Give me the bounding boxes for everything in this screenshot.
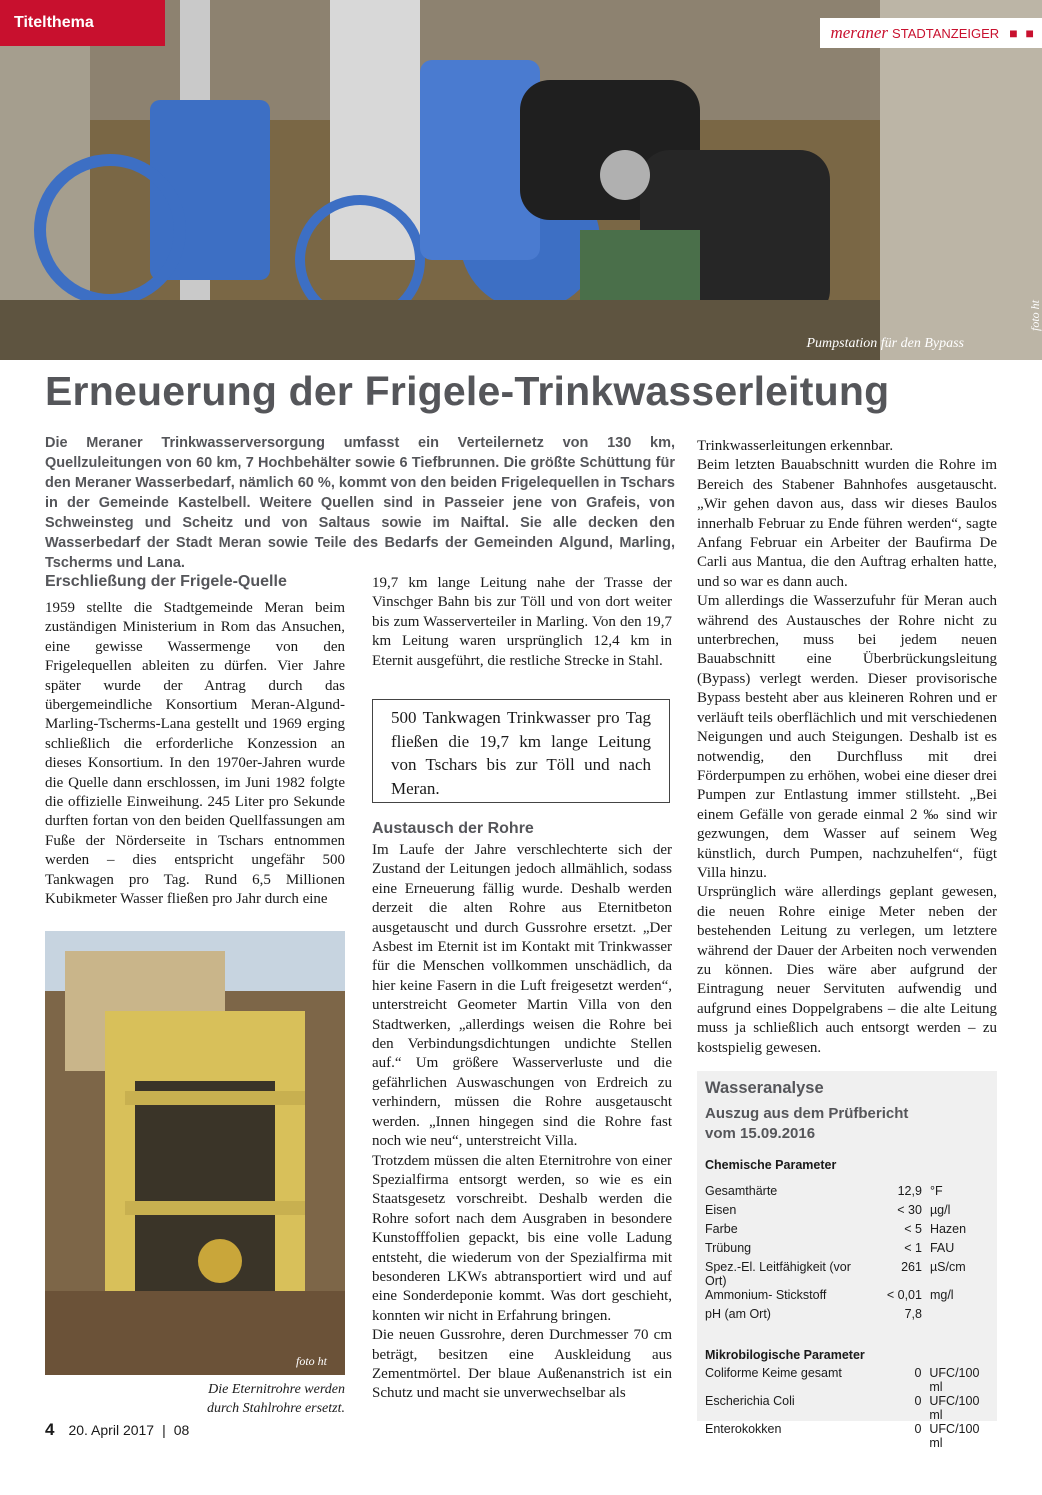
masthead-dots: ■ ■	[1009, 25, 1036, 41]
photo-caption-line: Die Eternitrohre werden	[208, 1382, 345, 1397]
photo-credit: foto ht	[296, 1354, 328, 1368]
param-value: < 0,01	[886, 1288, 922, 1302]
article-lead: Die Meraner Trinkwasserversorgung umfasst ein Verteilernetz von 130 km, Quellzuleitungen von 60 km, 7 Hochbehälter sowie 6 Tiefbrunnen. Die größte Schüttung für den Meraner Wasserbedarf, nämlich 60 %, kommt von den beiden Frigelequellen in Tschars in der Gemeinde Kastelbell. Weitere Quellen sind in Passeier jene von Grafeis, von Schweinsteg und Scheitz und von Saltaus sowie im Naiftal. Sie alle decken den Wasserbedarf der Stadt Meran sowie Teile des Bedarfs der Gemeinden Algund, Marling, Tscherms und Lana.	[45, 435, 675, 571]
microbiological-parameters-heading: Mikrobilogische Parameter	[705, 1348, 865, 1362]
paragraph: Die neuen Gussrohre, deren Durchmesser 70 cm beträgt, besitzen eine Auskleidung aus Zementmörtel. Der blaue Außenanstrich ist ein Schutz und macht sie unverwechselbar als	[372, 1327, 672, 1402]
table-row	[705, 1222, 989, 1241]
param-name: Farbe	[705, 1222, 738, 1236]
table-row	[705, 1288, 989, 1307]
param-unit: UFC/100 ml	[929, 1394, 980, 1422]
param-name: Trübung	[705, 1241, 752, 1255]
paragraph: Ursprünglich wäre allerdings geplant gewesen, die neuen Rohre einige Meter neben der bestehenden Leitung zu verlegen, um letztere während der Dauer der Arbeiten noch verwenden zu können. Dies wäre aber aufgrund der Eintragung neuer Servituten aufwendig und aufgrund eines Doppelgrabens – die alte Leitung muss ja schließlich auch entsorgt werden – zu kostspielig gewesen.	[697, 884, 997, 1056]
paragraph: Im Laufe der Jahre verschlechterte sich der Zustand der Leitungen jedoch allmählich, sodass eine Erneuerung fällig wurde. Deshalb werden derzeit die alten Rohre aus Eternitbeton ausgetauscht und durch Gussrohre ersetzt. „Der Asbest im Eternit ist im Kontakt mit Trinkwasser für die Menschen vollkommen unschädlich, da hier keine Fasern in die Luft freigesetzt werden“, unterstreicht Geometer Martin Villa von den Stadtwerken, „allerdings weisen die Rohre bei den Verbindungsdichtungen undichte Stellen auf.“ Um größere Wasserverluste und die gefährlichen Auswaschungen von Erdreich zu verhindern, müssen die Rohre ausgetauscht werden. „Innen hingegen sind die Rohre fast noch wie neu“, unterstreicht Villa.	[372, 842, 672, 1150]
table-row	[705, 1260, 989, 1288]
param-unit: °F	[929, 1184, 943, 1198]
microbiological-parameters-table	[705, 1366, 989, 1450]
param-value: < 1	[904, 1241, 922, 1255]
param-name: Ammonium- Stickstoff	[705, 1288, 827, 1302]
hero-photo-illustration	[0, 0, 1042, 360]
param-name: Gesamthärte	[705, 1184, 778, 1198]
section-tag: Titelthema	[0, 0, 165, 46]
paragraph: Trotzdem müssen die alten Eternitrohre von einer Spezialfirma entsorgt werden, so wie es ein Staatsgesetz vorschreibt. Deshalb werden die Rohre sofort nach dem Ausgraben in besondere Kunstofffolien gepackt, bis eine volle Ladung entsteht, die wiederum von der Spezialfirma mit besonderen LKWs abtransportiert wird und auf eine Sonderdeponie kommt. Was dort geschieht, konnten wir nicht in Erfahrung bringen.	[372, 1152, 672, 1324]
table-row	[705, 1394, 989, 1422]
subheading-erschliessung: Erschließung der Frigele-Quelle	[45, 573, 287, 590]
param-unit	[930, 1307, 989, 1326]
pull-quote: 500 Tankwagen Trinkwasser pro Tag fließen die 19,7 km lange Leitung von Tschars bis zur Töll und nach Meran.	[372, 699, 670, 803]
param-value: < 5	[904, 1222, 922, 1236]
param-unit: UFC/100 ml	[929, 1422, 980, 1450]
table-row	[705, 1307, 989, 1326]
analysis-subtitle-line: vom 15.09.2016	[705, 1125, 816, 1142]
chemical-parameters-table	[705, 1184, 989, 1326]
param-name: Spez.-El. Leitfähigkeit (vor Ort)	[705, 1260, 851, 1288]
param-value: 0	[914, 1366, 922, 1380]
param-name: Escherichia Coli	[705, 1394, 795, 1408]
param-unit: mg/l	[929, 1288, 954, 1302]
photo-caption-line: durch Stahlrohre ersetzt.	[206, 1401, 345, 1416]
column-3-text	[697, 437, 997, 1058]
table-row	[705, 1422, 989, 1450]
photo-trench	[45, 931, 345, 1375]
param-value: 261	[901, 1260, 922, 1274]
masthead-logo	[820, 18, 1042, 48]
column-1-text	[45, 599, 345, 910]
analysis-subtitle-line: Auszug aus dem Prüfbericht	[705, 1105, 909, 1122]
column-2-text-top	[372, 574, 672, 671]
analysis-title: Wasseranalyse	[705, 1079, 824, 1097]
paragraph: Trinkwasserleitungen erkennbar.	[697, 438, 894, 454]
photo-caption	[45, 1380, 345, 1418]
param-value: 7,8	[904, 1307, 922, 1321]
table-row	[705, 1241, 989, 1260]
trench-photo-illustration	[45, 931, 345, 1375]
param-name: Eisen	[705, 1203, 737, 1217]
param-unit: UFC/100 ml	[929, 1366, 980, 1394]
hero-photo-credit: foto ht	[1028, 300, 1042, 332]
param-name: Enterokokken	[705, 1422, 782, 1436]
param-value: 0	[914, 1394, 922, 1408]
article-title: Erneuerung der Frigele-Trinkwasserleitung	[45, 368, 890, 414]
param-value: < 30	[897, 1203, 922, 1217]
param-unit: FAU	[929, 1241, 955, 1255]
chemical-parameters-heading: Chemische Parameter	[705, 1158, 837, 1172]
page-footer	[45, 1420, 189, 1440]
page-number: 4	[45, 1420, 55, 1439]
analysis-subtitle	[705, 1104, 989, 1144]
column-2-text	[372, 841, 672, 1404]
paragraph: Beim letzten Bauabschnitt wurden die Rohre im Bereich des Stabener Bahnhofes ausgetauscht. „Wir gehen davon aus, dass wir dieses Baulos innerhalb Februar zu Ende führen werden“, sagte Anfang Februar ein Arbeiter der Baufirma De Carli aus Mantua, die den Auftrag erhalten hatte, und so war es dann auch.	[697, 457, 997, 590]
param-name: Coliforme Keime gesamt	[705, 1366, 842, 1380]
issue-date: 20. April 2017	[68, 1422, 155, 1438]
hero-photo-pumpstation	[0, 0, 1042, 360]
param-unit: Hazen	[929, 1222, 967, 1236]
table-row	[705, 1203, 989, 1222]
param-value: 0	[914, 1422, 922, 1436]
masthead-logo-stadtanzeiger: STADTANZEIGER	[892, 25, 1000, 41]
paragraph: 19,7 km lange Leitung nahe der Trasse der Vinschger Bahn bis zur Töll und von dort weiter bis zum Wasserverteiler in Marling. Von den 19,7 km Leitung waren ursprünglich 12,4 km in Eternit ausgeführt, die restliche Strecke in Stahl.	[372, 575, 672, 669]
masthead-logo-meraner: meraner	[830, 23, 889, 42]
subheading-austausch: Austausch der Rohre	[372, 820, 534, 837]
param-unit: µg/l	[929, 1203, 951, 1217]
param-name: pH (am Ort)	[705, 1307, 771, 1321]
table-row	[705, 1184, 989, 1203]
hero-caption: Pumpstation für den Bypass	[806, 336, 964, 351]
param-unit: µS/cm	[929, 1260, 966, 1274]
paragraph: Um allerdings die Wasserzufuhr für Meran auch während des Austausches der Rohre nicht zu unterbrechen, muss bei jedem neuen Bauabschnitt eine Überbrückungsleitung (Bypass) verlegt werden. Dieser provisorische Bypass besteht aber aus kleineren Rohren und er verläuft teils oberflächlich und mit verschiedenen Neigungen und auch Steigungen. Deshalb ist es notwendig, den Durchfluss mit drei Förderpumpen zu erhöhen, wobei eine dieser drei Pumpen zur Entlastung immer stillsteht. „Bei einem Gefälle von gerade einmal 2 ‰ sind wir gezwungen, dem Wasser auf seinem Weg künstlich, durch Pumpen, nachzuhelfen“, fügt Villa hinzu.	[697, 593, 997, 881]
water-analysis-box	[697, 1071, 997, 1450]
footer-separator: |	[162, 1422, 166, 1438]
paragraph: 1959 stellte die Stadtgemeinde Meran beim zuständigen Ministerium in Rom das Ansuchen, eine gewisse Wassermenge von den Frigelequellen ableiten zu dürfen. Vier Jahre später wurde der Antrag durch das übergemeindliche Konsortium Meran-Algund-Marling-Tscherms-Lana gestellt und 1969 erging schließlich die erforderliche Konzession an dieses Konsortium. In den 1970er-Jahren wurde die Quelle dann erschlossen, im Juni 1982 folgte die offizielle Einweihung. 245 Liter pro Sekunde durften fortan von den beiden Quellfassungen am Fuße der Nörderseite in Tschars entnommen werden – dies entspricht ungefähr 500 Tankwagen pro Tag. Rund 6,5 Millionen Kubikmeter Wasser fließen pro Jahr durch eine	[45, 600, 345, 908]
table-row	[705, 1366, 989, 1394]
param-value: 12,9	[897, 1184, 922, 1198]
issue-number: 08	[173, 1422, 190, 1438]
